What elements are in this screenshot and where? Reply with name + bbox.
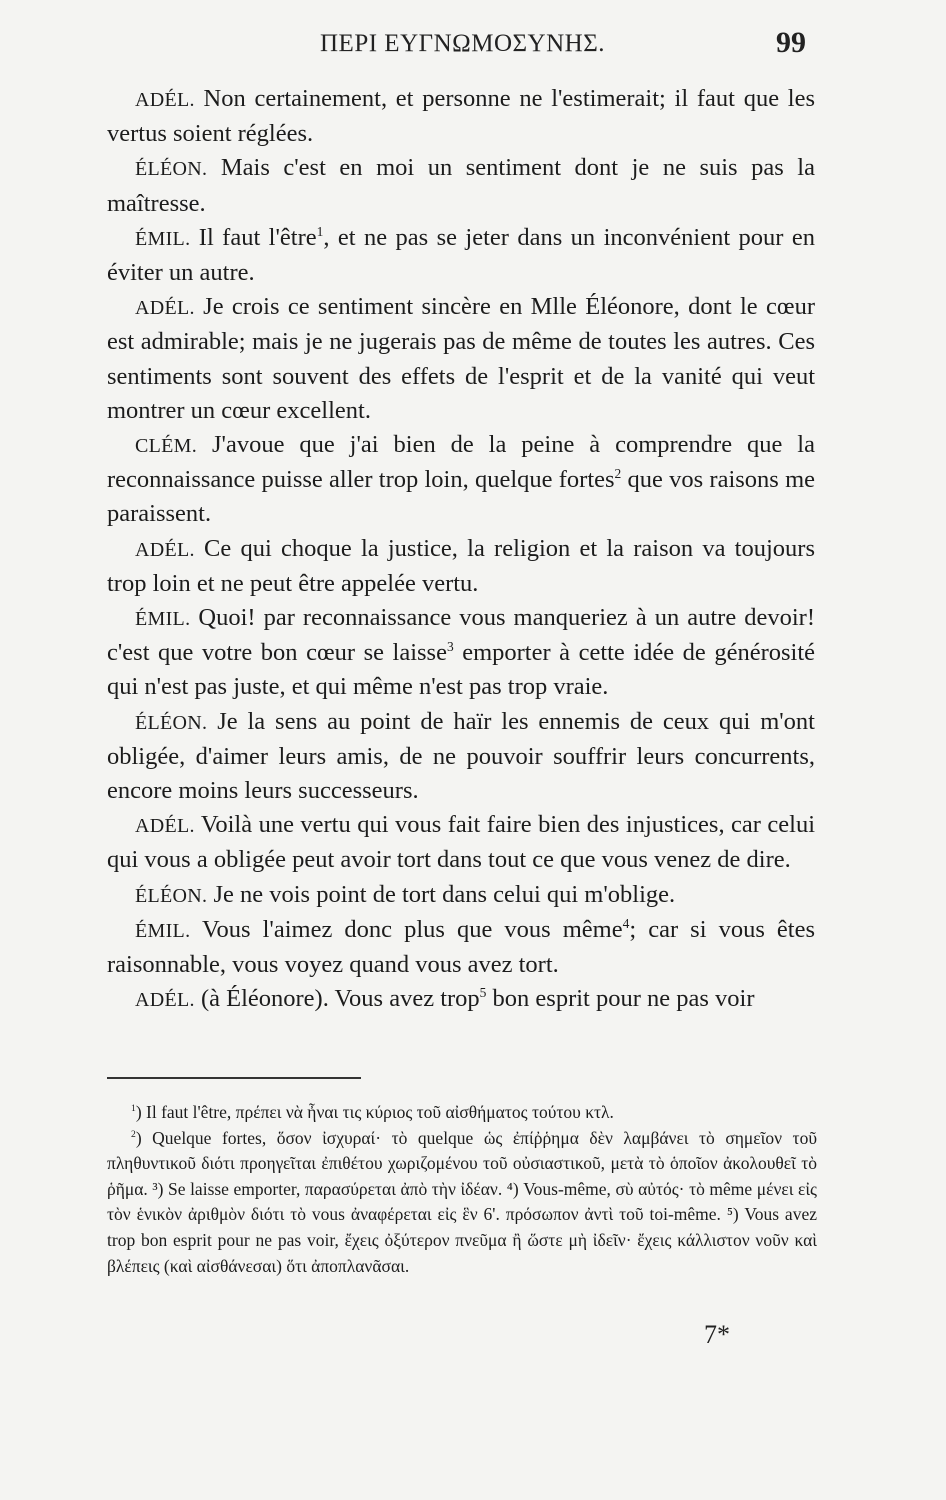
footnote-ref: 4	[622, 915, 630, 931]
dialogue-line-cont: bon esprit pour ne pas voir	[486, 985, 755, 1013]
dialogue-paragraph	[107, 982, 815, 1017]
footnote-ref: 2	[614, 466, 622, 482]
speaker-name: ÉMIL.	[135, 608, 191, 631]
speaker-name: ÉMIL.	[135, 227, 191, 250]
dialogue-paragraph	[107, 82, 815, 151]
speaker-name: ÉLÉON.	[135, 884, 208, 907]
footnote-ref: 3	[446, 639, 454, 655]
speaker-name: ADÉL.	[135, 989, 195, 1012]
dialogue-line: (à Éléonore). Vous avez trop	[194, 985, 480, 1013]
running-title: ΠΕΡΙ ΕΥΓΝΩΜΟΣΥΝΗΣ.	[320, 30, 606, 57]
dialogue-line-cont: emporter à cette idée de générosité qui n'est pas juste, et qui même n'est pas trop vraie.	[107, 639, 815, 701]
speaker-name: ÉLÉON.	[135, 158, 208, 181]
dialogue-line: Je ne vois point de tort dans celui qui m'oblige.	[207, 880, 676, 908]
dialogue-line: Je crois ce sentiment sincère en Mlle Éléonore, dont le cœur est admirable; mais je ne jugerais pas de même de toutes les autres. Ces sentiments sont souvent des effets de l'esprit et de la vanité qui veut montrer un cœur excellent.	[107, 293, 815, 424]
footnote-text: Quelque fortes, ὅσον ἰσχυραί· τὸ quelque ὡς ἐπίῤῥημα δὲν λαμβάνει τὸ σημεῖον τοῦ πληθυντικοῦ διότι προηγεῖται ἐπιθέτου χωριζομένου τοῦ οὐσιαστικοῦ, μετὰ τὸ ὁποῖον ἀκολουθεῖ τὸ ῥῆμα. ³) Se laisse emporter, παρασύρεται ἀπὸ τὴν ἰδέαν. ⁴) Vous-même, σὺ αὐτός· τὸ même μένει εἰς τὸν ἑνικὸν ἀριθμὸν διότι τὸ vous ἀναφέρεται εἰς ἓν 6'. πρόσωπον ἀντὶ τοῦ toi-même. ⁵) Vous avez trop bon esprit pour ne pas voir, ἔχεις ὀξύτερον πνεῦμα ἢ ὥστε μὴ ἰδεῖν· ἔχεις κάλλιστον νοῦν καὶ βλέπεις (καὶ αἰσθάνεσαι) ὅτι ἀποπλανᾶσαι.	[107, 1127, 817, 1276]
speaker-name: CLÉM.	[135, 435, 198, 458]
dialogue-line: Il faut l'être	[190, 223, 317, 251]
dialogue-line: Mais c'est en moi un sentiment dont je ne suis pas la maîtresse.	[107, 154, 815, 217]
dialogue-paragraph	[107, 151, 815, 220]
dialogue-line-cont: ; car si vous êtes raisonnable, vous voyez quand vous avez tort.	[107, 915, 815, 979]
dialogue-paragraph	[107, 290, 815, 428]
dialogue-paragraph	[107, 913, 815, 982]
footnote-rule	[107, 1077, 361, 1079]
speaker-name: ADÉL.	[135, 297, 195, 320]
footnote-mark: 1	[131, 1103, 136, 1115]
dialogue-paragraph	[107, 532, 815, 601]
dialogue-paragraph	[107, 878, 815, 913]
speaker-name: ÉMIL.	[135, 919, 191, 942]
footnote: $^1$) Il faut l'être, πρέπει νὰ ἦναι τις κύριος τοῦ αἰσθήματος τούτου κτλ.	[131, 1102, 614, 1122]
footnote-mark: 2	[131, 1128, 136, 1140]
footnote: $^2$) Quelque fortes, ὅσον ἰσχυραί· τὸ quelque ὡς ἐπίῤῥημα δὲν λαμβάνει τὸ σημεῖον τοῦ πληθυντικοῦ διότι προηγεῖται ἐπιθέτου χωριζομένου τοῦ οὐσιαστικοῦ, μετὰ τὸ ὁποῖον ἀκολουθεῖ τὸ ῥῆμα. ³) Se laisse emporter, παρασύρεται ἀπὸ τὴν ἰδέαν. ⁴) Vous-même, σὺ αὐτός· τὸ même μένει εἰς τὸν ἑνικὸν ἀριθμὸν διότι τὸ vous ἀναφέρεται εἰς ἓν 6'. πρόσωπον ἀντὶ τοῦ toi-même. ⁵) Vous avez trop bon esprit pour ne pas voir, ἔχεις ὀξύτερον πνεῦμα ἢ ὥστε μὴ ἰδεῖν· ἔχεις κάλλιστον νοῦν καὶ βλέπεις (καὶ αἰσθάνεσαι) ὅτι ἀποπλανᾶσαι.	[107, 1127, 817, 1276]
signature-mark: 7*	[704, 1320, 730, 1349]
speaker-name: ADÉL.	[135, 538, 195, 561]
dialogue-paragraph	[107, 601, 815, 705]
dialogue-line: Je la sens au point de haïr les ennemis de ceux qui m'ont obligée, d'aimer leurs amis, de ne pouvoir souffrir leurs concurrents, encore moins leurs successeurs.	[107, 707, 815, 805]
dialogue-paragraph	[107, 428, 815, 532]
dialogue-text	[107, 82, 815, 1017]
footnotes	[107, 1100, 817, 1279]
dialogue-line-cont: que vos raisons me paraissent.	[107, 466, 815, 528]
speaker-name: ADÉL.	[135, 815, 195, 838]
dialogue-paragraph	[107, 705, 815, 809]
dialogue-paragraph	[107, 808, 815, 877]
speaker-name: ADÉL.	[135, 89, 195, 111]
speaker-name: ÉLÉON.	[135, 711, 208, 734]
dialogue-line: J'avoue que j'ai bien de la peine à comprendre que la reconnaissance puisse aller trop loin, quelque fortes	[107, 431, 815, 494]
dialogue-line-cont: , et ne pas se jeter dans un inconvénient pour en éviter un autre.	[107, 223, 815, 287]
dialogue-line: Non certainement, et personne ne l'estimerait; il faut que les vertus soient réglées.	[107, 85, 815, 148]
footnote-ref: 5	[479, 985, 487, 1001]
dialogue-line: Vous l'aimez donc plus que vous même	[190, 915, 623, 943]
dialogue-line: Voilà une vertu qui vous fait faire bien des injustices, car celui qui vous a obligée peut avoir tort dans tout ce que vous venez de dire.	[107, 811, 815, 874]
footnote-text: Il faut l'être, πρέπει νὰ ἦναι τις κύριος τοῦ αἰσθήματος τούτου κτλ.	[141, 1102, 614, 1122]
dialogue-line: Ce qui choque la justice, la religion et la raison va toujours trop loin et ne peut être appelée vertu.	[107, 534, 815, 597]
dialogue-line: Quoi! par reconnaissance vous manqueriez à un autre devoir! c'est que votre bon cœur se laisse	[107, 604, 815, 667]
page-number: 99	[776, 26, 806, 59]
footnote-ref: 1	[316, 223, 324, 239]
dialogue-paragraph	[107, 221, 815, 290]
